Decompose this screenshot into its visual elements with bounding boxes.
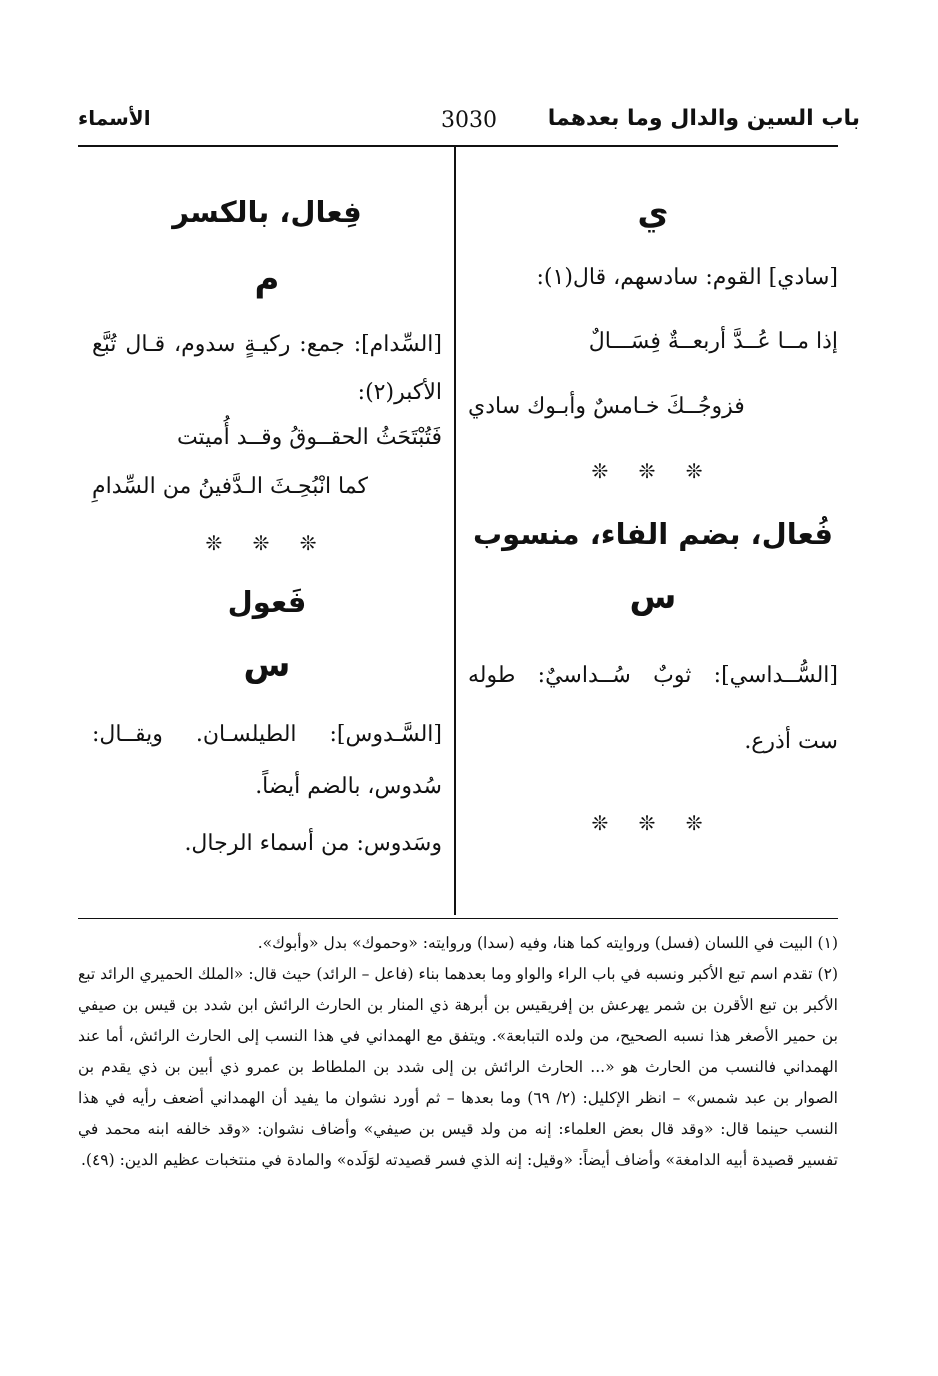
letter-heading-ya: ي bbox=[637, 193, 669, 233]
entry-sadus: [السَّـدوس]: الطيلسـان. ويقــال: سُدوس، بالضم أيضاً. bbox=[92, 722, 442, 799]
chapter-title: باب السين والدال وما بعدهما bbox=[547, 106, 860, 131]
footnote-1: (١) البيت في اللسان (فسل) وروايته كما هنا، وفيه (سدا) وروايته: «وحموك» بدل «وأبوك». bbox=[257, 934, 838, 952]
footnotes bbox=[78, 928, 838, 1176]
page-header bbox=[78, 106, 860, 146]
section-title: الأسماء bbox=[78, 106, 151, 130]
letter-heading-sin: س bbox=[243, 645, 291, 685]
page-number: 3030 bbox=[441, 108, 497, 133]
footnote-rule bbox=[78, 918, 838, 919]
section-heading: فَعول bbox=[227, 585, 307, 619]
column-divider bbox=[454, 145, 456, 915]
verse-line: فَتُبْتَحَثُ الحقــوقُ وقــد أُميتت bbox=[176, 425, 442, 450]
section-heading: فُعال، بضم الفاء، منسوب bbox=[473, 517, 833, 551]
separator-stars: ❊ ❊ ❊ bbox=[591, 459, 715, 483]
entry-sudasi: [السُّــداسي]: ثوبٌ سُــداسيٌ: طوله ست أذرع. bbox=[468, 663, 838, 754]
verse-line: إذا مــا عُــدَّ أربعــةٌ فِسَـــالٌ bbox=[588, 329, 838, 354]
separator-stars: ❊ ❊ ❊ bbox=[591, 811, 715, 835]
left-column bbox=[92, 185, 442, 863]
entry-sadus-2: وسَدوس: من أسماء الرجال. bbox=[184, 831, 442, 856]
right-column bbox=[468, 185, 838, 835]
separator-stars: ❊ ❊ ❊ bbox=[205, 531, 329, 555]
verse-line: كما انْبُحِـثَ الـدَّفينُ من السِّدامِ bbox=[92, 474, 368, 499]
footnote-2: (٢) تقدم اسم تبع الأكبر ونسبه في باب الراء والواو وما بعدهما بناء (فاعل – الرائد) حيث قال: «الملك الحميري الرائد تبع الأكبر بن تبع الأقرن بن شمر يهرعش بن إفريقيس بن أبرهة ذي المنار بن الحارث الرائش ابن شدد بن قيس بن صيفي بن حمير الأصغر هذا نسبه الصحيح، من ولده التبابعة». ويتفق مع الهمداني في هذا النسب إلى الحارث الرائش، أما عند الهمداني فالنسب من الحارث هو «... الحارث الرائش بن إلى شدد بن الملطاط بن عمرو ذي أبين بن ذي يقدم بن الصوار بن عبد شمس» – انظر الإكليل: (٢/ ٦٩) وما بعدها – ثم أورد نشوان ما يفيد أن الهمداني أضعف رأيه في هذا النسب حينما قال: «وقد قال بعض العلماء: إنه من ولد قيس بن صيفي» وأضاف نشوان: «وقد خالفه ابنه محمد في تفسير قصيدة أبيه الدامغة» وأضاف أيضاً: «وقيل: إنه الذي فسر قصيدته لوَلَده» والمادة في منتخبات عظيم الدين: (٤٩). bbox=[78, 965, 838, 1169]
entry-sadi: [سادي] القوم: سادسهم، قال(١): bbox=[536, 265, 838, 290]
verse-line: فزوجُــكَ خـامسٌ وأبـوك سادي bbox=[468, 394, 745, 419]
letter-heading-mim: م bbox=[254, 259, 280, 299]
section-heading: فِعال، بالكسر bbox=[172, 195, 362, 229]
letter-heading-sin: س bbox=[629, 577, 677, 617]
header-rule bbox=[78, 145, 838, 147]
entry-sidam: [السِّدام]: جمع: ركيـةٍ سدوم، قـال تُبَّع الأكبر(٢): bbox=[92, 332, 442, 405]
